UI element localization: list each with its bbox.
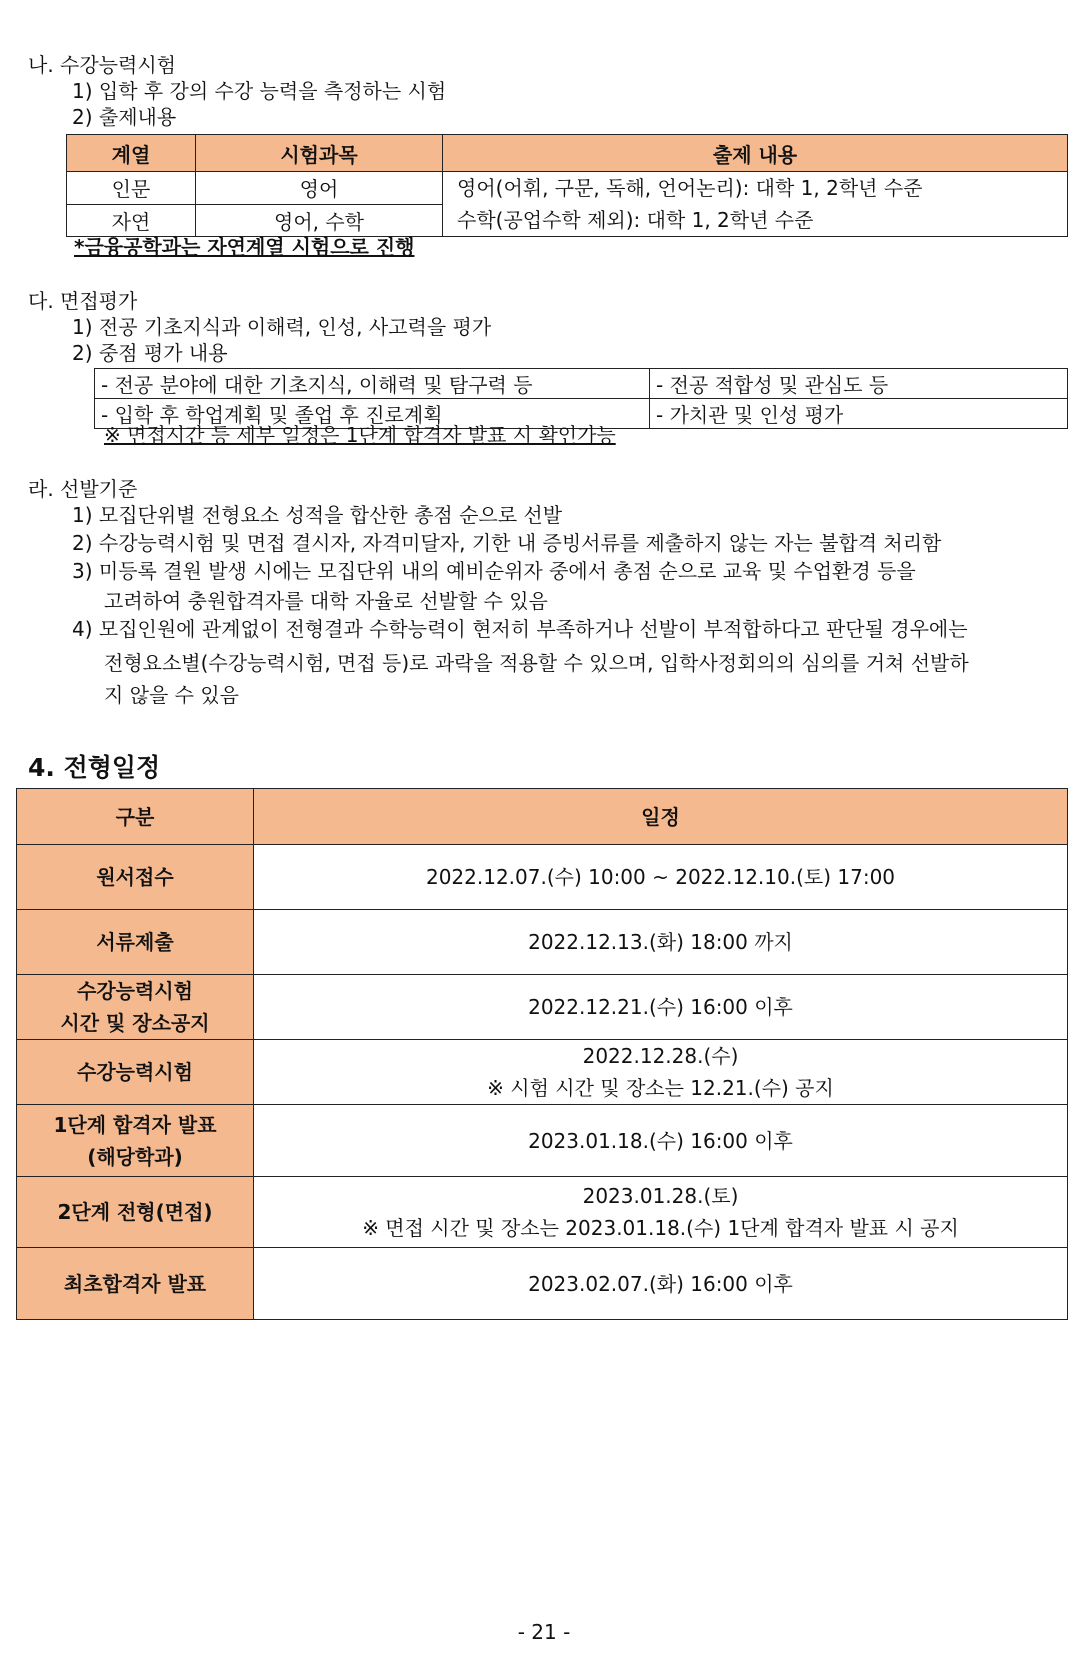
table-header: 시험과목 — [196, 135, 443, 172]
table-cell: - 전공 분야에 대한 기초지식, 이해력 및 탐구력 등 — [95, 369, 650, 399]
schedule-value — [254, 1040, 1068, 1105]
label-line: 원서접수 — [96, 865, 174, 889]
value-line: 2022.12.28.(수) — [582, 1044, 739, 1068]
value-line: ※ 면접 시간 및 장소는 2023.01.18.(수) 1단계 합격자 발표 시 공지 — [362, 1216, 959, 1240]
schedule-value — [254, 975, 1068, 1040]
exam-note: *금융공학과는 자연계열 시험으로 진행 — [74, 235, 415, 259]
label-line: 서류제출 — [96, 930, 174, 954]
list-item: 3) 미등록 결원 발생 시에는 모집단위 내의 예비순위자 중에서 총점 순으로 교육 및 수업환경 등을 — [72, 559, 916, 583]
list-item: 1) 모집단위별 전형요소 성적을 합산한 총점 순으로 선발 — [72, 503, 563, 527]
list-item: 2) 중점 평가 내용 — [72, 341, 228, 365]
list-item-continued: 고려하여 충원합격자를 대학 자율로 선발할 수 있음 — [104, 589, 548, 613]
list-item: 4) 모집인원에 관계없이 전형결과 수학능력이 현저히 부족하거나 선발이 부적합하다고 판단될 경우에는 — [72, 617, 968, 641]
schedule-value — [254, 845, 1068, 910]
schedule-label — [17, 1177, 254, 1248]
schedule-label — [17, 845, 254, 910]
value-line: 2023.01.18.(수) 16:00 이후 — [528, 1128, 793, 1153]
table-cell: - 전공 적합성 및 관심도 등 — [650, 369, 1068, 399]
list-item: 1) 전공 기초지식과 이해력, 인성, 사고력을 평가 — [72, 315, 492, 339]
table-cell: - 입학 후 학업계획 및 졸업 후 진로계획 — [95, 399, 650, 429]
schedule-value — [254, 1105, 1068, 1177]
table-cell: 영어, 수학 — [196, 204, 443, 237]
label-line: 시간 및 장소공지 — [60, 1011, 210, 1035]
list-item: 2) 출제내용 — [72, 105, 177, 129]
value-line: 2022.12.21.(수) 16:00 이후 — [528, 995, 793, 1019]
value-line: ※ 시험 시간 및 장소는 12.21.(수) 공지 — [487, 1076, 834, 1100]
list-item: 1) 입학 후 강의 수강 능력을 측정하는 시험 — [72, 79, 447, 103]
content-line: 영어(어휘, 구문, 독해, 언어논리): 대학 1, 2학년 수준 — [457, 176, 923, 200]
schedule-value — [254, 910, 1068, 975]
schedule-value — [254, 1248, 1068, 1320]
table-header: 출제 내용 — [443, 135, 1068, 172]
schedule-label — [17, 1105, 254, 1177]
table-header: 구분 — [17, 789, 254, 845]
table-header: 일정 — [254, 789, 1068, 845]
table-header: 계열 — [67, 135, 196, 172]
label-line: 최초합격자 발표 — [63, 1271, 207, 1296]
exam-content-cell — [443, 172, 1068, 237]
page-number: - 21 - — [517, 1620, 571, 1644]
schedule-label — [17, 910, 254, 975]
schedule-label — [17, 1248, 254, 1320]
interview-note: ※ 면접시간 등 세부 일정은 1단계 합격자 발표 시 확인가능 — [104, 423, 616, 447]
label-line: 수강능력시험 — [77, 1060, 193, 1084]
label-line: 2단계 전형(면접) — [57, 1200, 213, 1224]
content-line: 수학(공업수학 제외): 대학 1, 2학년 수준 — [457, 208, 814, 232]
label-line: 1단계 합격자 발표 — [53, 1112, 217, 1137]
table-cell: - 가치관 및 인성 평가 — [650, 399, 1068, 429]
section-heading-da: 다. 면접평가 — [28, 289, 138, 313]
list-item-continued: 지 않을 수 있음 — [104, 683, 239, 707]
value-line: 2023.02.07.(화) 16:00 이후 — [528, 1271, 793, 1296]
value-line: 2022.12.07.(수) 10:00 ~ 2022.12.10.(토) 17:00 — [425, 865, 896, 889]
section-heading-schedule: 4. 전형일정 — [28, 753, 161, 782]
exam-content-table — [66, 134, 1068, 237]
table-cell: 인문 — [67, 172, 196, 205]
table-cell: 자연 — [67, 204, 196, 237]
schedule-table — [16, 788, 1068, 1320]
schedule-value — [254, 1177, 1068, 1248]
list-item-continued: 전형요소별(수강능력시험, 면접 등)로 과락을 적용할 수 있으며, 입학사정회의의 심의를 거쳐 선발하 — [104, 651, 969, 675]
interview-criteria-table — [94, 368, 1068, 429]
schedule-label — [17, 1040, 254, 1105]
schedule-label — [17, 975, 254, 1040]
label-line: 수강능력시험 — [77, 979, 193, 1003]
section-heading-ra: 라. 선발기준 — [28, 477, 138, 501]
value-line: 2022.12.13.(화) 18:00 까지 — [528, 930, 793, 954]
value-line: 2023.01.28.(토) — [582, 1184, 739, 1208]
table-cell: 영어 — [196, 172, 443, 205]
list-item: 2) 수강능력시험 및 면접 결시자, 자격미달자, 기한 내 증빙서류를 제출하지 않는 자는 불합격 처리함 — [72, 531, 942, 555]
section-heading-na: 나. 수강능력시험 — [28, 53, 176, 77]
label-line: (해당학과) — [87, 1144, 183, 1169]
